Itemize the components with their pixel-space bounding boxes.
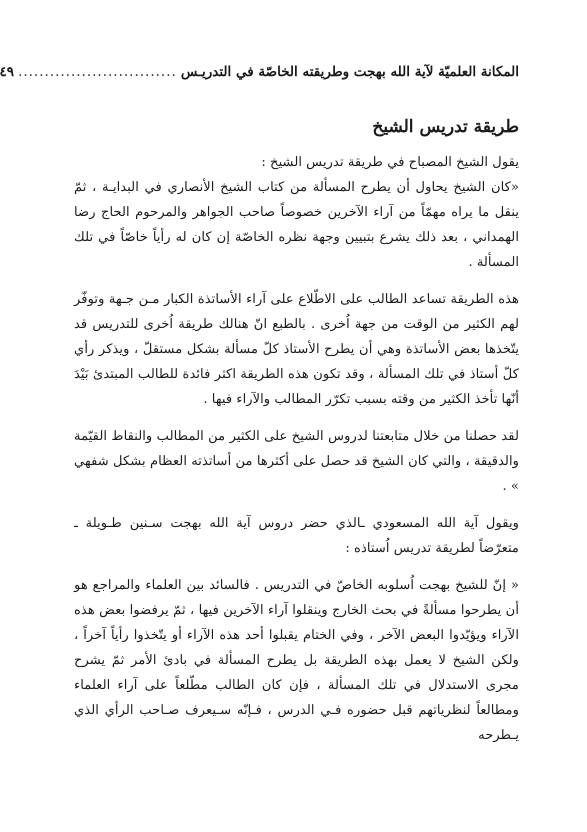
paragraph-quote-method: «كان الشيخ يحاول أن يطرح المسألة من كتاب الشيخ الأنصاري في البدايـة ، ثمّ ينقل ما يراه مهمّاً من آراء الآخرين خصوصاً صاحب الجواهر والمرحوم الحاج رضا الهمداني ، بعد ذلك يشرع بتبيين وجهة نظره الخاصّة إن كان له رأياً خاصّاً في تلك المسألة . <box>74 180 519 270</box>
paragraph-masoudi-intro: ويقول آية الله المسعودي ـالذي حضر دروس آية الله بهجت سـنين طـويلة ـ متعرّضاً لطريقة تدريس اُستاذه : <box>74 516 519 556</box>
running-header <box>0 64 519 86</box>
page-number: ٤٩ <box>0 64 15 80</box>
running-header-leader-dots: .............................. <box>18 64 177 80</box>
running-header-title: المكانة العلميّة لآية الله بهجت وطريقته الخاصّة في التدريـس <box>180 64 519 80</box>
paragraph-gains: لقد حصلنا من خلال متابعتنا لدروس الشيخ على الكثير من المطالب والنقاط القيّمة والدقيقة ، والتي كان الشيخ قد حصل على أكثرها من أساتذته العظام بشكل شفهي » . <box>74 429 519 494</box>
section-title: طريقة تدريس الشيخ <box>372 117 519 137</box>
paragraph-method-benefits: هذه الطريقة تساعد الطالب على الاطّلاع على آراء الأساتذة الكبار مـن جـهة وتوفّر لهم الكثير من الوقت من جهة اُخرى . بالطبع انّ هنالك طريقة اُخرى للتدريس قد يتّخذها بعض الأساتذة وهي أن يطرح الأستاذ كلّ مسألة بشكل مستقلّ ، ويذكر رأي كلّ أستاذ في تلك المسألة ، وقد تكون هذه الطريقة اكثر فائدة للطالب المبتدئ بَيْدَ أنّها تأخذ الكثير من وقته بسبب تكرّر المطالب والآراء فيها . <box>74 292 519 407</box>
paragraph-masoudi-quote: « إنّ للشيخ بهجت اُسلوبه الخاصّ في التدريس . فالسائد بين العلماء والمراجع هو أن يطرحوا مسألةً في بحث الخارج وينقلوا آراء الآخرين فيها ، ثمّ يرفضوا بعض هذه الآراء ويؤيّدوا البعض الآخر ، وفي الختام يقبلوا أحد هذه الآراء أو يتّخذوا رأياً آخراً ، ولكن الشيخ لا يعمل بهذه الطريقة بل يطرح المسألة في بادئ الأمر ثمّ يشرح مجرى الاستدلال في تلك المسألة ، فإن كان الطالب مطّلعاً على آراء العلماء ومطالعاً لنظرياتهم قبل حضوره فـي الدرس ، فـإنّه سـيعرف صـاحب الرأي الذي يـطرحه <box>74 578 519 743</box>
paragraph-intro: يقول الشيخ المصباح في طريقة تدريس الشيخ : <box>261 155 519 170</box>
body-text <box>74 150 519 748</box>
